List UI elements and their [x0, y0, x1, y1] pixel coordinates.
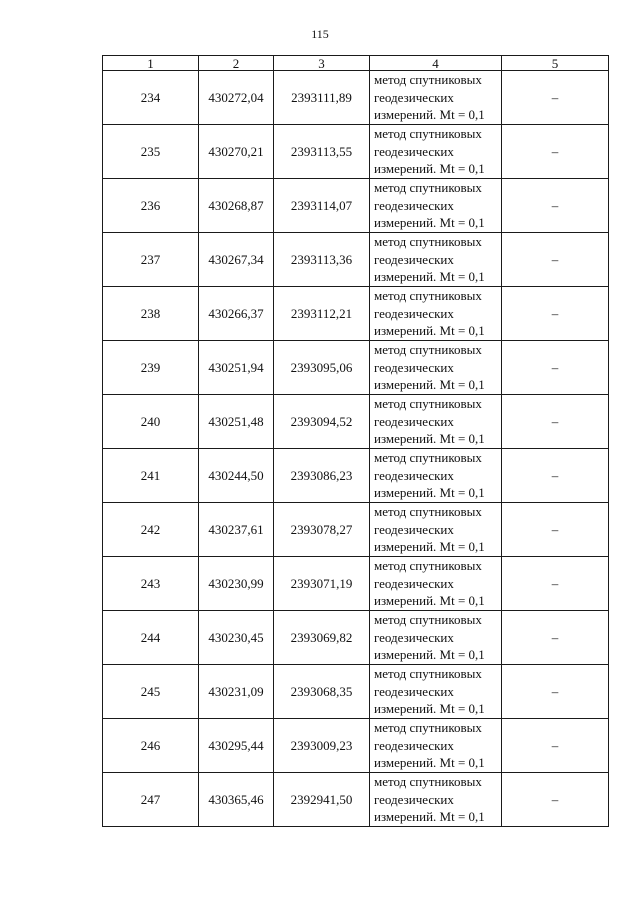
- x-coordinate-cell: 430251,48: [199, 395, 274, 449]
- column-header-2: 2: [199, 56, 274, 71]
- note-cell: –: [502, 665, 609, 719]
- x-coordinate-cell: 430230,99: [199, 557, 274, 611]
- method-cell: [370, 395, 502, 449]
- method-line: геодезических: [374, 89, 454, 105]
- method-line: измерений. Mt = 0,1: [374, 107, 485, 123]
- column-header-4: 4: [370, 56, 502, 71]
- method-line: геодезических: [374, 143, 454, 159]
- table-row: [103, 179, 609, 233]
- method-line: измерений. Mt = 0,1: [374, 161, 485, 177]
- table-row: [103, 449, 609, 503]
- x-coordinate-cell: 430237,61: [199, 503, 274, 557]
- table-row: [103, 233, 609, 287]
- x-coordinate-cell: 430268,87: [199, 179, 274, 233]
- note-cell: –: [502, 557, 609, 611]
- method-line: метод спутниковых: [374, 558, 482, 574]
- x-coordinate-cell: 430272,04: [199, 71, 274, 125]
- note-cell: –: [502, 611, 609, 665]
- note-cell: –: [502, 449, 609, 503]
- method-line: метод спутниковых: [374, 774, 482, 790]
- method-line: измерений. Mt = 0,1: [374, 647, 485, 663]
- method-line: метод спутниковых: [374, 450, 482, 466]
- note-cell: –: [502, 719, 609, 773]
- method-line: геодезических: [374, 791, 454, 807]
- point-number-cell: 244: [103, 611, 199, 665]
- method-cell: [370, 449, 502, 503]
- point-number-cell: 238: [103, 287, 199, 341]
- y-coordinate-cell: 2393009,23: [274, 719, 370, 773]
- x-coordinate-cell: 430266,37: [199, 287, 274, 341]
- x-coordinate-cell: 430270,21: [199, 125, 274, 179]
- point-number-cell: 243: [103, 557, 199, 611]
- method-cell: [370, 287, 502, 341]
- method-line: метод спутниковых: [374, 126, 482, 142]
- method-cell: [370, 503, 502, 557]
- method-line: геодезических: [374, 305, 454, 321]
- note-cell: –: [502, 71, 609, 125]
- table-row: [103, 125, 609, 179]
- method-line: метод спутниковых: [374, 504, 482, 520]
- method-line: метод спутниковых: [374, 234, 482, 250]
- method-cell: [370, 341, 502, 395]
- method-line: измерений. Mt = 0,1: [374, 593, 485, 609]
- method-cell: [370, 611, 502, 665]
- method-cell: [370, 71, 502, 125]
- x-coordinate-cell: 430231,09: [199, 665, 274, 719]
- header-row: [103, 56, 609, 71]
- table-row: [103, 395, 609, 449]
- table-row: [103, 719, 609, 773]
- method-line: геодезических: [374, 683, 454, 699]
- note-cell: –: [502, 395, 609, 449]
- method-line: метод спутниковых: [374, 180, 482, 196]
- x-coordinate-cell: 430295,44: [199, 719, 274, 773]
- table-row: [103, 773, 609, 827]
- note-cell: –: [502, 341, 609, 395]
- point-number-cell: 234: [103, 71, 199, 125]
- y-coordinate-cell: 2393114,07: [274, 179, 370, 233]
- page-number: 115: [311, 27, 329, 41]
- method-cell: [370, 125, 502, 179]
- table-row: [103, 287, 609, 341]
- y-coordinate-cell: 2393112,21: [274, 287, 370, 341]
- note-cell: –: [502, 773, 609, 827]
- method-line: геодезических: [374, 413, 454, 429]
- method-line: геодезических: [374, 251, 454, 267]
- method-line: измерений. Mt = 0,1: [374, 701, 485, 717]
- method-line: геодезических: [374, 629, 454, 645]
- method-cell: [370, 719, 502, 773]
- table-row: [103, 665, 609, 719]
- table-row: [103, 611, 609, 665]
- method-line: метод спутниковых: [374, 288, 482, 304]
- method-line: метод спутниковых: [374, 342, 482, 358]
- method-line: метод спутниковых: [374, 666, 482, 682]
- column-header-3: 3: [274, 56, 370, 71]
- method-cell: [370, 233, 502, 287]
- method-cell: [370, 665, 502, 719]
- column-header-1: 1: [103, 56, 199, 71]
- point-number-cell: 241: [103, 449, 199, 503]
- method-line: геодезических: [374, 359, 454, 375]
- method-line: метод спутниковых: [374, 72, 482, 88]
- x-coordinate-cell: 430251,94: [199, 341, 274, 395]
- method-line: геодезических: [374, 521, 454, 537]
- point-number-cell: 245: [103, 665, 199, 719]
- y-coordinate-cell: 2392941,50: [274, 773, 370, 827]
- point-number-cell: 240: [103, 395, 199, 449]
- method-cell: [370, 557, 502, 611]
- method-line: геодезических: [374, 467, 454, 483]
- y-coordinate-cell: 2393086,23: [274, 449, 370, 503]
- column-header-5: 5: [502, 56, 609, 71]
- method-line: измерений. Mt = 0,1: [374, 485, 485, 501]
- method-line: геодезических: [374, 197, 454, 213]
- y-coordinate-cell: 2393113,36: [274, 233, 370, 287]
- y-coordinate-cell: 2393095,06: [274, 341, 370, 395]
- y-coordinate-cell: 2393078,27: [274, 503, 370, 557]
- y-coordinate-cell: 2393113,55: [274, 125, 370, 179]
- table-header: [103, 56, 609, 71]
- note-cell: –: [502, 233, 609, 287]
- table-row: [103, 71, 609, 125]
- method-line: геодезических: [374, 575, 454, 591]
- point-number-cell: 237: [103, 233, 199, 287]
- point-number-cell: 236: [103, 179, 199, 233]
- method-line: измерений. Mt = 0,1: [374, 323, 485, 339]
- y-coordinate-cell: 2393094,52: [274, 395, 370, 449]
- point-number-cell: 247: [103, 773, 199, 827]
- method-line: метод спутниковых: [374, 396, 482, 412]
- method-cell: [370, 179, 502, 233]
- point-number-cell: 246: [103, 719, 199, 773]
- method-line: измерений. Mt = 0,1: [374, 431, 485, 447]
- note-cell: –: [502, 125, 609, 179]
- note-cell: –: [502, 179, 609, 233]
- table-row: [103, 557, 609, 611]
- method-line: метод спутниковых: [374, 720, 482, 736]
- method-line: измерений. Mt = 0,1: [374, 215, 485, 231]
- y-coordinate-cell: 2393111,89: [274, 71, 370, 125]
- table-body: [103, 71, 609, 827]
- method-line: метод спутниковых: [374, 612, 482, 628]
- x-coordinate-cell: 430230,45: [199, 611, 274, 665]
- method-line: измерений. Mt = 0,1: [374, 377, 485, 393]
- table-row: [103, 341, 609, 395]
- coordinates-table: [102, 55, 609, 827]
- x-coordinate-cell: 430244,50: [199, 449, 274, 503]
- point-number-cell: 239: [103, 341, 199, 395]
- x-coordinate-cell: 430365,46: [199, 773, 274, 827]
- point-number-cell: 235: [103, 125, 199, 179]
- point-number-cell: 242: [103, 503, 199, 557]
- table-row: [103, 503, 609, 557]
- y-coordinate-cell: 2393069,82: [274, 611, 370, 665]
- note-cell: –: [502, 503, 609, 557]
- method-line: измерений. Mt = 0,1: [374, 809, 485, 825]
- method-line: измерений. Mt = 0,1: [374, 269, 485, 285]
- method-line: измерений. Mt = 0,1: [374, 755, 485, 771]
- note-cell: –: [502, 287, 609, 341]
- method-line: измерений. Mt = 0,1: [374, 539, 485, 555]
- y-coordinate-cell: 2393071,19: [274, 557, 370, 611]
- x-coordinate-cell: 430267,34: [199, 233, 274, 287]
- method-cell: [370, 773, 502, 827]
- method-line: геодезических: [374, 737, 454, 753]
- y-coordinate-cell: 2393068,35: [274, 665, 370, 719]
